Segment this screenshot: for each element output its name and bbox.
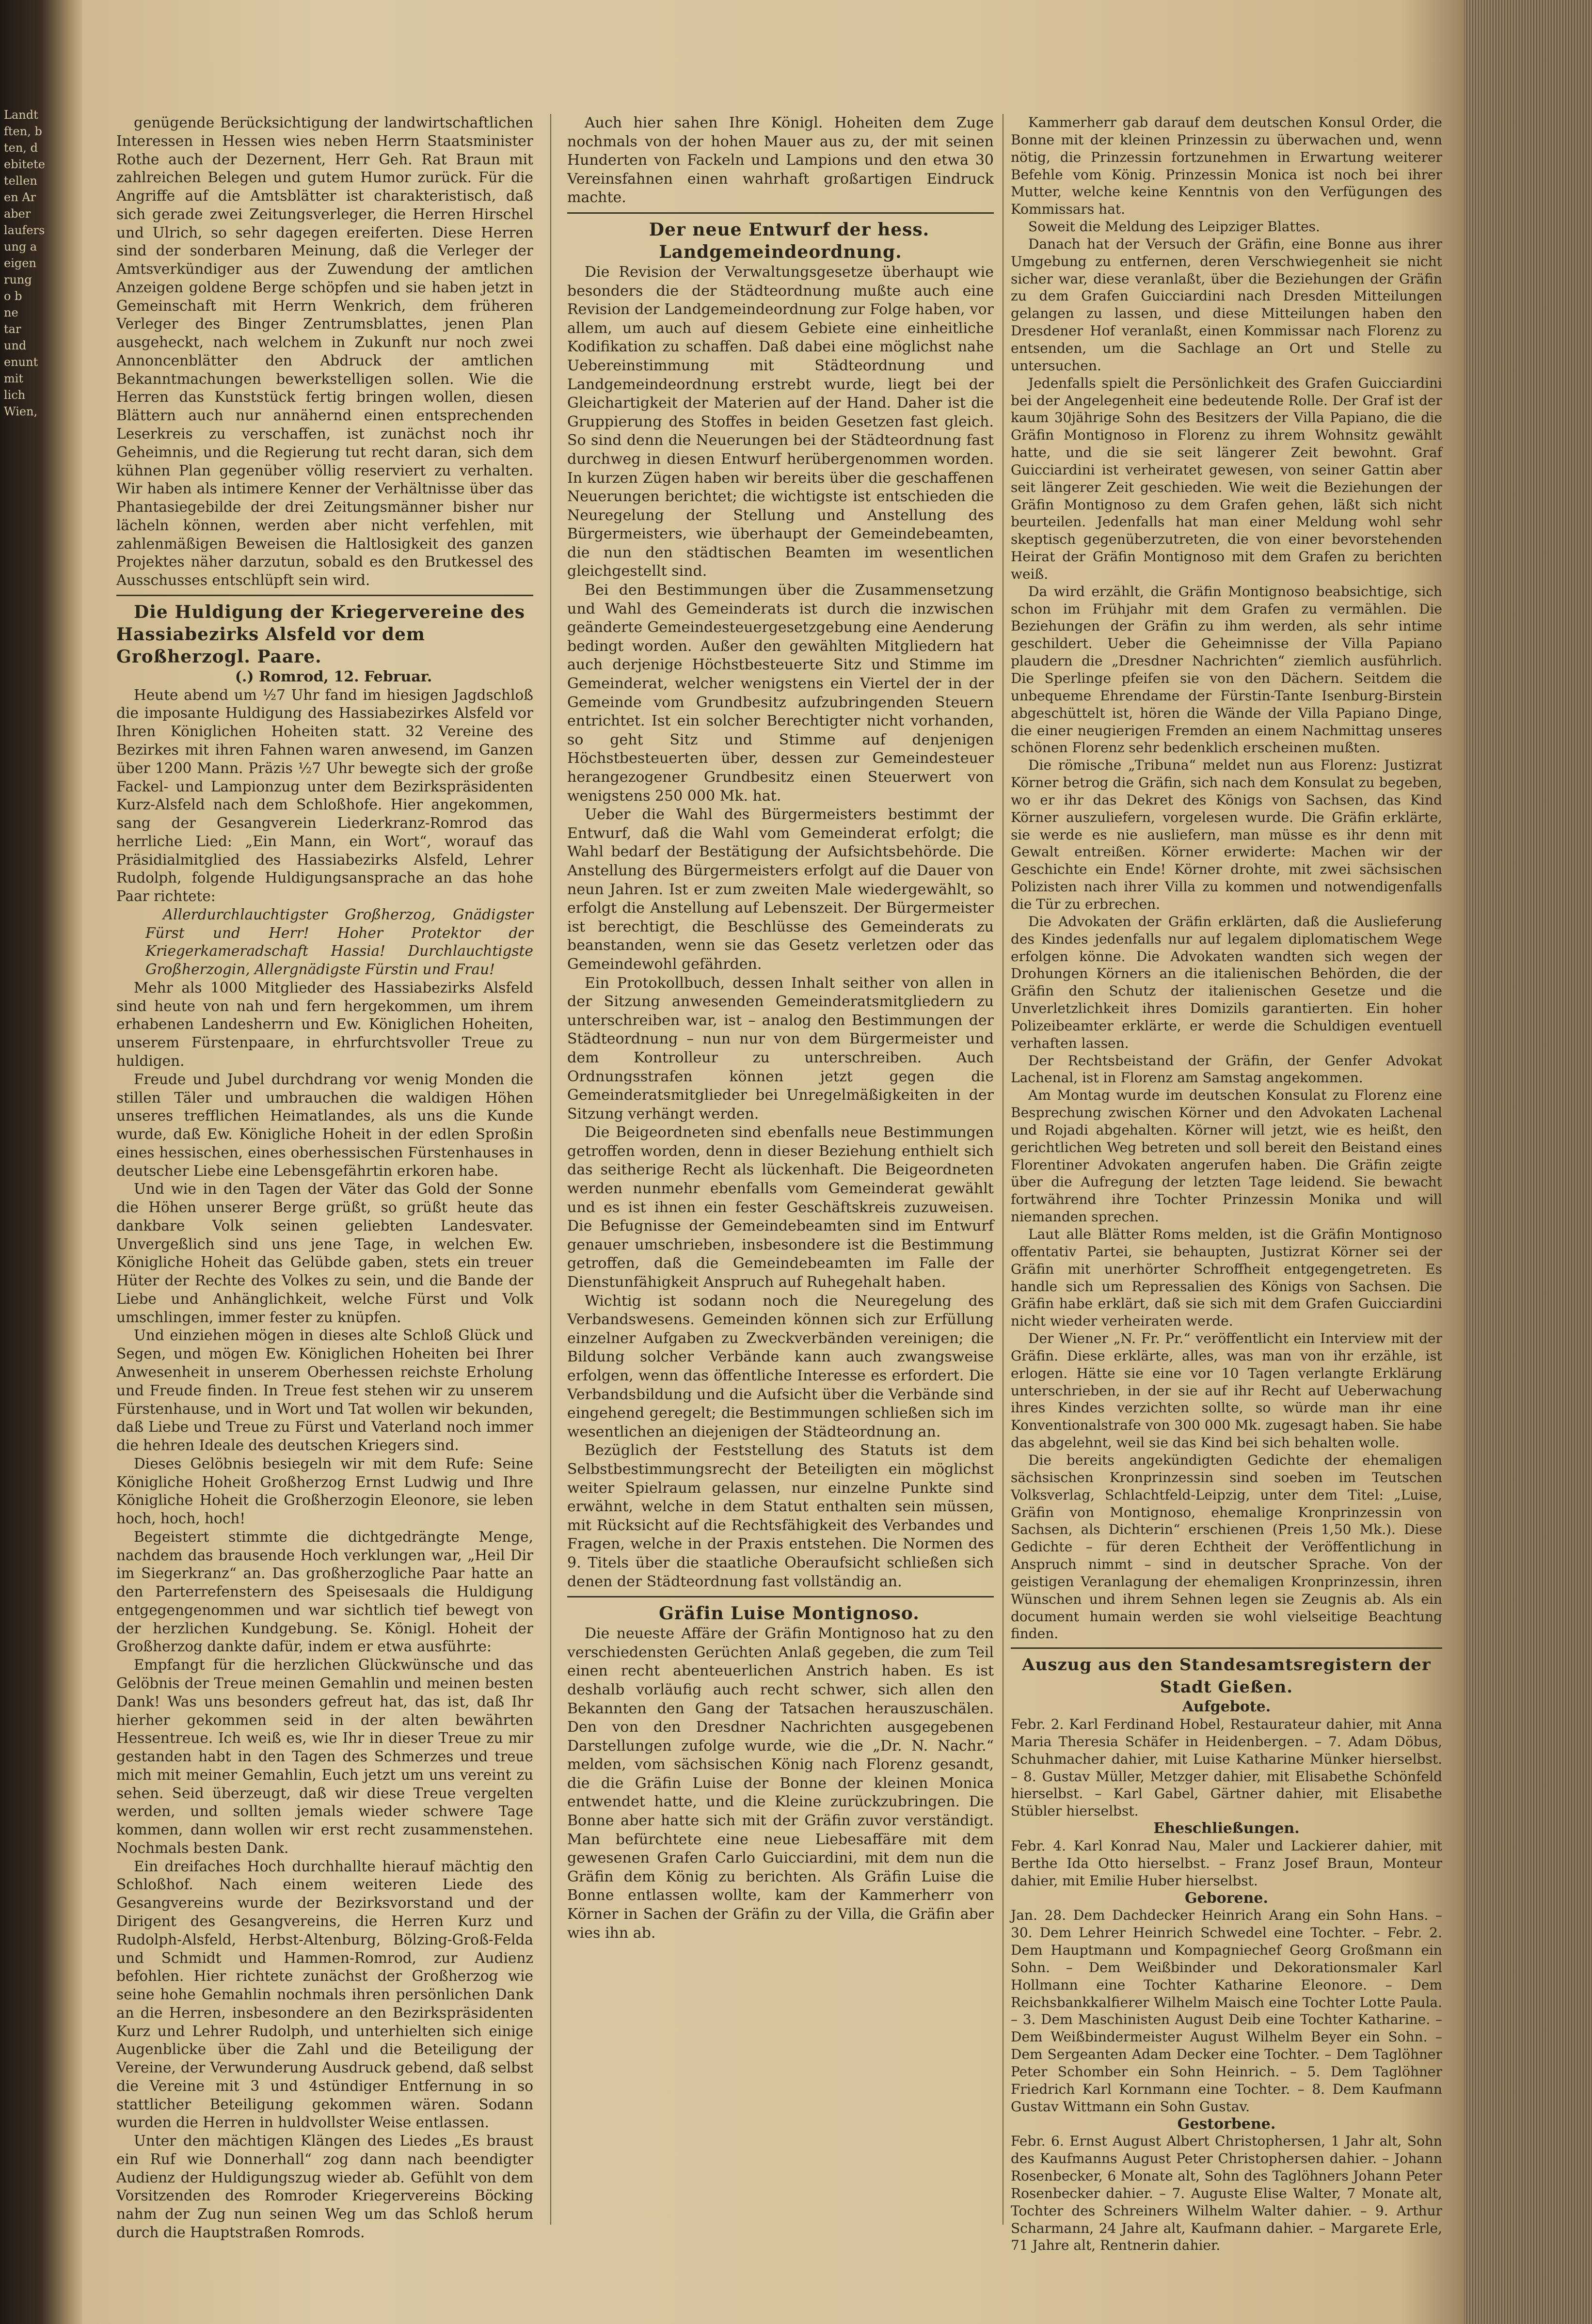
section-heading: Eheschließungen. [1153, 1820, 1300, 1837]
margin-fragment: Landt [4, 108, 38, 122]
margin-fragment: ften, b [4, 125, 42, 138]
article-paragraph: genügende Berücksichtigung der landwirtschaftlichen Interessen in Hessen wies neben Herrn Staatsminister Rothe auch der Dezernent, Herr Geh. Rat Braun mit zahlreichen Belegen und gutem Humor zurück. Für die Angriffe auf die Amtsblätter ist charakteristisch, daß sich gerade zwei Zeitungsverleger, die Herren Hirschel und Ulrich, so sehr dagegen ereiferten. Diese Herren sind der sonderbaren Meinung, daß die Verleger der Amtsverkündiger aus der Zuwendung der amtlichen Anzeigen goldene Berge schöpfen und sie haben jetzt in Gemeinschaft mit Herrn Wenkrich, dem früheren Verleger des Binger Zentrumsblattes, jenen Plan ausgeheckt, nach welchem in Zukunft nur noch zwei Annoncenblätter den Abdruck der amtlichen Bekanntmachungen bewerkstelligen sollen. Wie die Herren das Kunststück fertig bringen wollen, diesen Blättern auch nur annähernd einen entsprechenden Leserkreis zu verschaffen, ist zunächst noch ihr Geheimnis, und die Regierung tut recht daran, sich dem kühnen Plan gegenüber völlig reserviert zu verhalten. Wir haben als intimere Kenner der Verhältnisse über das Phantasiegebilde der drei Zeitungsmänner bisher nur lächeln können, werden aber nicht verfehlen, mit zahlenmäßigen Beweisen die Haltlosigkeit des ganzen Projektes näher darzutun, sobald es den Brutkessel des Ausschusses entschlüpft sein wird. [116, 114, 533, 589]
article-rule [116, 595, 533, 596]
registry-entries: Febr. 6. Ernst August Albert Christophersen, 1 Jahr alt, Sohn des Kaufmanns August Peter Christophersen dahier. – Johann Rosenbecker, 6 Monate alt, Sohn des Taglöhners Johann Peter Rosenbecker dahier. – 7. Auguste Elise Walter, 7 Monate alt, Tochter des Schreiners Wilhelm Walter dahier. – 9. Arthur Scharmann, 24 Jahre alt, Kaufmann dahier. – Margarete Erle, 71 Jahre alt, Rentnerin dahier. [1011, 2133, 1442, 2254]
column-divider [550, 114, 551, 2225]
article-paragraph: Kammerherr gab darauf dem deutschen Konsul Order, die Bonne mit der kleinen Prinzessin zu überwachen und, wenn nötig, die Prinzessin fortzunehmen in Erwartung weiterer Befehle vom König. Prinzessin Monica ist noch bei ihrer Mutter, welche keine Kenntnis von den Verfügungen des Kommissars hat. [1011, 114, 1442, 218]
column-3 [1011, 114, 1442, 2254]
margin-fragment: o b [4, 289, 22, 303]
margin-fragment: aber [4, 207, 31, 221]
margin-fragment: en Ar [4, 190, 36, 204]
margin-fragment: tar [4, 322, 21, 336]
column-2 [567, 114, 994, 1943]
page-edges [1464, 0, 1592, 2324]
article-rule [567, 1596, 994, 1597]
article-paragraph: Laut alle Blätter Roms melden, ist die Gräfin Montignoso offentativ Partei, sie behaupten, Justizrat Körner sei der Gräfin mit unerhörter Schroffheit entgegengetreten. Es handle sich um Repressalien des Königs von Sachsen. Die Gräfin habe erklärt, daß sie sich mit dem Grafen Guicciardini nicht wieder verheiraten werde. [1011, 1226, 1442, 1329]
margin-fragment: rung [4, 273, 32, 286]
article-paragraph: Bezüglich der Feststellung des Statuts ist dem Selbstbestimmungsrecht der Beteiligten ein möglichst weiter Spielraum gelassen, nur einzelne Punkte sind erwähnt, welche in dem Statut enthalten sein müssen, mit Rücksicht auf die Rechtsfähigkeit des Verbandes und Fragen, welche in der Praxis entstehen. Die Normen des 9. Titels über die staatliche Oberaufsicht schließen sich denen der Städteordnung fast vollständig an. [567, 1442, 994, 1590]
margin-fragment: ebitete [4, 158, 45, 171]
article-paragraph: Die neueste Affäre der Gräfin Montignoso hat zu den verschiedensten Gerüchten Anlaß gegeben, die zum Teil einen recht abenteuerlichen Anstrich haben. Es ist deshalb vorläufig auch recht schwer, sich allen den Bekannten den Gang der Tatsachen herauszuschälen. Den von den Dresdner Nachrichten ausgegebenen Darstellungen zufolge wurde, wie die „Dr. N. Nachr.“ melden, vom sächsischen König nach Florenz gesandt, die die Gräfin Luise der Bonne der kleinen Monica entwendet hatte, und die Kleine zurückzubringen. Die Bonne aber hatte sich mit der Gräfin zuvor verständigt. Man befürchtete eine neue Liebesaffäre mit dem gewesenen Grafen Carlo Guicciardini, mit dem nun die Gräfin dem König zu berichten. Als Gräfin Luise die Bonne entlassen wollte, kam der Kammerherr von Körner in Sachen der Gräfin zu der Villa, die Gräfin aber wies ihn ab. [567, 1625, 994, 1942]
article-paragraph: Soweit die Meldung des Leipziger Blattes. [1028, 219, 1320, 235]
article-paragraph: Auch hier sahen Ihre Königl. Hoheiten dem Zuge nochmals von der hohen Mauer aus zu, der mit seinen Hunderten von Fackeln und Lampions und den etwa 30 Vereinsfahnen einen wahrhaft großartigen Eindruck machte. [567, 114, 994, 206]
margin-fragment: lich [4, 388, 26, 402]
margin-fragment: Wien, [4, 405, 38, 418]
article-paragraph: Bei den Bestimmungen über die Zusammensetzung und Wahl des Gemeinderats ist durch die inzwischen geänderte Gemeindesteuergesetzgebung eine Aenderung bedingt worden. Außer den gewählten Mitgliedern hat auch derjenige Höchstbesteuerte Sitz und Stimme im Gemeinderat, welcher wenigstens ein Viertel der in der Gemeinde vom Grundbesitz aufzubringenden Steuern entrichtet. Ist ein solcher Berechtigter nicht vorhanden, so geht Sitz und Stimme auf denjenigen Höchstbesteuerten über, dessen zur Gemeindesteuer herangezogener Grundbesitz einen Steuerwert von wenigstens 250 000 Mk. hat. [567, 582, 994, 805]
article-paragraph: Und wie in den Tagen der Väter das Gold der Sonne die Höhen unserer Berge grüßt, so grüßt heute das dankbare Volk seinen geliebten Landesvater. Unvergeßlich sind uns jene Tage, in welchen Ew. Königliche Hoheit das Gelübde gaben, stets ein treuer Hüter der Rechte des Volkes zu sein, und die Bande der Liebe und Anhänglichkeit, welche Fürst und Volk umschlingen, immer fester zu knüpfen. [116, 1181, 533, 1326]
article-paragraph: Da wird erzählt, die Gräfin Montignoso beabsichtige, sich schon im Frühjahr mit dem Grafen zu vermählen. Die Beziehungen der Gräfin zu ihm werden, als sehr intime geschildert. Ueber die Geheimnisse der Villa Papiano plaudern die „Dresdner Nachrichten“ ziemlich ausführlich. Die Sperlinge pfeifen sie von den Dächern. Seitdem die unbequeme Ehrendame der Fürstin-Tante Isenburg-Birstein abgeschüttelt ist, hören die Wände der Villa Papiano Dinge, die einer neugierigen Fremden an einem Nachmittag unseres schönen Florenz sehr bedenklich erscheinen mußten. [1011, 583, 1442, 756]
article-paragraph: Ein dreifaches Hoch durchhallte hierauf mächtig den Schloßhof. Nach einem weiteren Liede des Gesangvereins wurde der Bezirksvorstand und der Dirigent des Gesangvereins, die Herren Kurz und Rudolph-Alsfeld, Herbst-Altenburg, Bölzing-Groß-Felda und Schmidt und Hammen-Romrod, zur Audienz befohlen. Hier richtete zunächst der Großherzog wie seine hohe Gemahlin nochmals ihren persönlichen Dank an die Herren, insbesondere an den Bezirkspräsidenten Kurz und Lehrer Rudolph, und unterhielten sich einige Augenblicke über die Zahl und die Beteiligung der Vereine, der Verwunderung Ausdruck gebend, daß selbst die Vereine mit 3 und 4stündiger Entfernung in so stattlicher Beteiligung gekommen wären. Sodann wurden die Herren in huldvollster Weise entlassen. [116, 1858, 533, 2131]
address-verse: Allerdurchlauchtigster Großherzog, Gnädigster Fürst und Herr! Hoher Protektor der Kriegerkameradschaft Hassia! Durchlauchtigste Großherzogin, Allergnädigste Fürstin und Frau! [145, 906, 533, 978]
article-paragraph: Begeistert stimmte die dichtgedrängte Menge, nachdem das brausende Hoch verklungen war, „Heil Dir im Siegerkranz“ an. Das großherzogliche Paar hatte an den Parterrefenstern des Speisesaals die Huldigung entgegengenommen und war sichtlich tief bewegt von der herzlichen Kundgebung. Se. Königl. Hoheit der Großherzog dankte dafür, indem er etwa ausführte: [116, 1528, 533, 1655]
article-paragraph: Ein Protokollbuch, dessen Inhalt seither von allen in der Sitzung anwesenden Gemeinderatsmitgliedern zu unterschreiben war, ist – analog den Bestimmungen der Städteordnung – nun nur von dem Bürgermeister und dem Kontrolleur zu unterschreiben. Auch Ordnungsstrafen können jetzt gegen die Gemeinderatsmitglieder bei Unregelmäßigkeiten in der Sitzung verhängt werden. [567, 974, 994, 1122]
article-paragraph: Die Beigeordneten sind ebenfalls neue Bestimmungen getroffen worden, denn in dieser Beziehung enthielt sich das seitherige Recht als lückenhaft. Die Beigeordneten werden nunmehr ebenfalls vom Gemeinderat gewählt und es ist ihnen ein fester Geschäftskreis zuzuweisen. Die Befugnisse der Gemeindebeamten sind im Entwurf genauer umschrieben, insbesondere ist die Bestimmung getroffen, daß die Gemeindebeamten im Falle der Dienstunfähigkeit Anspruch auf Ruhegehalt haben. [567, 1124, 994, 1291]
margin-fragment: und [4, 339, 27, 352]
registry-entries: Febr. 2. Karl Ferdinand Hobel, Restaurateur dahier, mit Anna Maria Theresia Schäfer in Heidenbergen. – 7. Adam Döbus, Schuhmacher dahier, mit Luise Katharine Münker hierselbst. – 8. Gustav Müller, Metzger dahier, mit Elisabethe Schönfeld hierselbst. – Karl Gabel, Gärtner dahier, mit Elisabethe Stübler hierselbst. [1011, 1716, 1442, 1819]
civil-registry-section [1011, 1647, 1442, 2254]
article-paragraph: Ueber die Wahl des Bürgermeisters bestimmt der Entwurf, daß die Wahl vom Gemeinderat erfolgt; die Wahl bedarf der Bestätigung der Aufsichtsbehörde. Die Anstellung des Bürgermeisters erfolgt auf die Dauer von neun Jahren. Ist er zum zweiten Male wiedergewählt, so erfolgt die Anstellung auf Lebenszeit. Der Bürgermeister ist berechtigt, die Beschlüsse des Gemeinderats zu beanstanden, wenn sie das Gesetz verletzen oder das Gemeindewohl gefährden. [567, 806, 994, 973]
article-headline: Der neue Entwurf der hess. Landgemeindeordnung. [649, 219, 930, 262]
article-paragraph: Am Montag wurde im deutschen Konsulat zu Florenz eine Besprechung zwischen Körner und den Advokaten Lachenal und Rojadi abgehalten. Körner will jetzt, wie es heißt, den gerichtlichen Weg betreten und soll bereit den Beistand eines Florentiner Advokaten angerufen haben. Die Gräfin zeigte über die Aufregung der letzten Tage leidend. Sie bewacht fortwährend ihre Tochter Prinzessin Monika und will niemanden sprechen. [1011, 1087, 1442, 1225]
article-paragraph: Heute abend um ½7 Uhr fand im hiesigen Jagdschloß die imposante Huldigung des Hassiabezirkes Alsfeld vor Ihren Königlichen Hoheiten statt. 32 Vereine des Bezirkes mit ihren Fahnen waren anwesend, im Ganzen über 1200 Mann. Präzis ½7 Uhr bewegte sich der große Fackel- und Lampionzug unter dem Bezirkspräsidenten Kurz-Alsfeld nach dem Schloßhofe. Hier angekommen, sang der Gesangverein Liederkranz-Romrod das herrliche Lied: „Ein Mann, ein Wort“, worauf das Präsidialmitglied des Hassiabezirks Alsfeld, Lehrer Rudolph, folgende Huldigungsansprache an das hohe Paar richtete: [116, 686, 533, 905]
article-paragraph: Die römische „Tribuna“ meldet nun aus Florenz: Justizrat Körner betrog die Gräfin, sich nach dem Konsulat zu begeben, wo er ihr das Dekret des Königs von Sachsen, das Kind Körner auszuliefern, vorgelesen wurde. Die Gräfin erklärte, sie werde es nie ausliefern, man müsse es ihr denn mit Gewalt entreißen. Körner erwiderte: Machen wir der Geschichte ein Ende! Körner drohte, mit zwei sächsischen Polizisten nach ihrer Villa zu kommen und notwendigenfalls die Tür zu erbrechen. [1011, 757, 1442, 912]
article-paragraph: Unter den mächtigen Klängen des Liedes „Es braust ein Ruf wie Donnerhall“ zog dann nach beendigter Audienz der Huldigungszug wieder ab. Gefühlt von dem Vorsitzenden des Romroder Kriegervereins Böcking nahm der Zug nun seinen Weg um das Schloß herum durch die Hauptstraßen Romrods. [116, 2133, 533, 2241]
margin-fragment: ne [4, 306, 18, 319]
article-paragraph: Freude und Jubel durchdrang vor wenig Monden die stillen Täler und umbrauchen die waldigen Höhen unseres trefflichen Heimatlandes, als uns die Kunde wurde, daß Ew. Königliche Hoheit in der edlen Sproßin eines hessischen, eines oberhessischen Fürstenhauses in deutscher Liebe eine Lebensgefährtin erkoren habe. [116, 1071, 533, 1179]
article-rule [567, 212, 994, 214]
margin-fragment: eigen [4, 256, 36, 270]
article-paragraph: Der Wiener „N. Fr. Pr.“ veröffentlicht ein Interview mit der Gräfin. Diese erklärte, alles, was man von ihr erzähle, ist erlogen. Hätte sie eine vor 10 Tagen verlangte Erklärung unterschrieben, in der sie auf ihr Recht auf Ueberwachung ihres Kindes verzichten sollte, so würde man ihr eine Konventionalstrafe von 300 000 Mk. zugesagt haben. Sie habe das abgelehnt, weil sie das Kind bei sich behalten wolle. [1011, 1330, 1442, 1451]
article-paragraph: Jedenfalls spielt die Persönlichkeit des Grafen Guicciardini bei der Angelegenheit eine bedeutende Rolle. Der Graf ist der kaum 30jährige Sohn des Besitzers der Villa Papiano, die die Gräfin Montignoso in Florenz zu ihrem Wohnsitz gewählt hatte, und die sie seit längerer Zeit bewohnt. Graf Guicciardini ist verheiratet gewesen, von seiner Gattin aber seit längerer Zeit geschieden. Wie weit die Beziehungen der Gräfin Montignoso zu dem Grafen gehen, läßt sich nicht beurteilen. Jedenfalls hat man einer Meldung wohl sehr skeptisch gegenüberzutreten, die von einer bevorstehenden Heirat der Gräfin Montignoso mit dem Grafen zu berichten weiß. [1011, 375, 1442, 582]
article-paragraph: Dieses Gelöbnis besiegeln wir mit dem Rufe: Seine Königliche Hoheit Großherzog Ernst Ludwig und Ihre Königliche Hoheit die Großherzogin Eleonore, sie leben hoch, hoch, hoch! [116, 1455, 533, 1527]
article-rule [1011, 1647, 1442, 1649]
article-paragraph: Und einziehen mögen in dieses alte Schloß Glück und Segen, und mögen Ew. Königlichen Hoheiten bei Ihrer Anwesenheit in unserem Oberhessen reichste Erholung und Freude finden. In Treue fest stehen wir zu unserem Fürstenhause, und in Wort und Tat wollen wir bekunden, daß Liebe und Treue zu Fürst und Vaterland noch immer die hehren Ideale des deutschen Kriegers sind. [116, 1327, 533, 1454]
registry-entries: Jan. 28. Dem Dachdecker Heinrich Arang ein Sohn Hans. – 30. Dem Lehrer Heinrich Schwedel eine Tochter. – Febr. 2. Dem Hauptmann und Kompagniechef Georg Großmann ein Sohn. – Dem Weißbinder und Dekorationsmaler Karl Hollmann eine Tochter Katharine Eleonore. – Dem Reichsbankkalfierer Wilhelm Maisch eine Tochter Lotte Paula. – 3. Dem Maschinisten August Deib eine Tochter Katharine. – Dem Weißbindermeister August Wilhelm Beyer ein Sohn. – Dem Sergeanten Adam Decker eine Tochter. – Dem Taglöhner Peter Schomber ein Sohn Heinrich. – 5. Dem Taglöhner Friedrich Karl Kornmann eine Tochter. – 8. Dem Kaufmann Gustav Wittmann ein Sohn Gustav. [1011, 1907, 1442, 2115]
margin-fragment: tellen [4, 174, 37, 188]
margin-fragment: mit [4, 372, 24, 385]
margin-fragment: ung a [4, 240, 37, 253]
article-paragraph: Die bereits angekündigten Gedichte der ehemaligen sächsischen Kronprinzessin sind soeben im Teutschen Volksverlag, Schlachtfeld-Leipzig, unter dem Titel: „Luise, Gräfin von Montignoso, ehemalige Kronprinzessin von Sachsen, als Dichterin“ erschienen (Preis 1,50 Mk.). Diese Gedichte – für deren Echtheit der Veröffentlichung in Anspruch nimmt – sind in deutscher Sprache. Von der geistigen Veranlagung der ehemaligen Kronprinzessin, ihren Wünschen und ihrem Sehnen legen sie Zeugnis ab. Als ein document humain werden sie wohl vielseitige Beachtung finden. [1011, 1452, 1442, 1642]
dateline: (.) Romrod, 12. Februar. [235, 668, 432, 685]
left-margin-fragments [4, 107, 77, 420]
article-paragraph: Danach hat der Versuch der Gräfin, eine Bonne aus ihrer Umgebung zu entfernen, deren Verschwiegenheit sie nicht sicher war, diese veranlaßt, über die Beziehungen der Gräfin zu dem Grafen Guicciardini nach Dresden Mitteilungen gelangen zu lassen, und diese Mitteilungen haben den Dresdener Hof veranlaßt, einen Kommissar nach Florenz zu entsenden, um die Sachlage an Ort und Stelle zu untersuchen. [1011, 236, 1442, 374]
margin-fragment: enunt [4, 355, 38, 369]
article-paragraph: Wichtig ist sodann noch die Neuregelung des Verbandswesens. Gemeinden können sich zur Erfüllung einzelner Aufgaben zu Zweckverbänden vereinigen; die Bildung solcher Verbände kann auch zwangsweise erfolgen, wenn das öffentliche Interesse es erfordert. Die Verbandsbildung und die Aufsicht über die Verbände sind eingehend geregelt; die Bestimmungen schließen sich im wesentlichen an diejenigen der Städteordnung an. [567, 1292, 994, 1440]
article-paragraph: Die Advokaten der Gräfin erklärten, daß die Auslieferung des Kindes jedenfalls nur auf legalem diplomatischem Wege erfolgen könne. Die Advokaten wandten sich wegen der Drohungen Körners an die italienischen Behörden, die der Gräfin den Schutz der italienischen Gesetze und die Unverletzlichkeit ihres Domizils garantierten. Ein hoher Polizeibeamter erklärte, er werde die Schuldigen eventuell verhaften lassen. [1011, 913, 1442, 1051]
article-headline: Die Huldigung der Kriegervereine des Hassiabezirks Alsfeld vor dem Großherzogl. Paare. [116, 601, 525, 667]
article-paragraph: Die Revision der Verwaltungsgesetze überhaupt wie besonders die der Städteordnung mußte auch eine Revision der Landgemeindeordnung zur Folge haben, vor allem, um auch auf diesem Gebiete eine einheitliche Kodifikation zu schaffen. Daß dabei eine möglichst nahe Uebereinstimmung mit Städteordnung und Landgemeindeordnung erstrebt wurde, liegt bei der Gleichartigkeit der Materien auf der Hand. Daher ist die Gruppierung des Stoffes in beiden Gesetzen fast gleich. So sind denn die Neuerungen bei der Städteordnung fast durchweg in diesen Entwurf herübergenommen worden. In kurzen Zügen haben wir bereits über die geschaffenen Neuerungen berichtet; die wichtigste ist entschieden die Neuregelung der Stellung und Anstellung des Bürgermeisters, wie überhaupt der Gemeindebeamten, die nun den städtischen Beamten im wesentlichen gleichgestellt sind. [567, 263, 994, 580]
column-1 [116, 114, 533, 2242]
section-heading: Aufgebote. [1182, 1698, 1271, 1716]
margin-fragment: laufers [4, 223, 45, 237]
registry-entries: Febr. 4. Karl Konrad Nau, Maler und Lackierer dahier, mit Berthe Ida Otto hierselbst. – Franz Josef Braun, Monteur dahier, mit Emilie Huber hierselbst. [1011, 1838, 1442, 1889]
article-headline: Auszug aus den Standesamtsregistern der Stadt Gießen. [1022, 1655, 1431, 1697]
section-heading: Geborene. [1185, 1889, 1268, 1907]
margin-fragment: ten, d [4, 141, 38, 155]
article-paragraph: Der Rechtsbeistand der Gräfin, der Genfer Advokat Lachenal, ist in Florenz am Samstag angekommen. [1011, 1052, 1442, 1086]
section-heading: Gestorbene. [1177, 2115, 1276, 2133]
article-paragraph: Empfangt für die herzlichen Glückwünsche und das Gelöbnis der Treue meinen Gemahlin und meinen besten Dank! Was uns besonders gefreut hat, das ist, daß Ihr hierher gekommen seid in der alten bewährten Hessentreue. Ich weiß es, wie Ihr in dieser Treue zu mir gestanden habt in den Tagen des Schmerzes und treue mich mit meiner Gemahlin, Euch jetzt um uns vereint zu sehen. Seid überzeugt, daß wir diese Treue vergelten werden, und sollten jemals wieder schwere Tage kommen, dann wollen wir erst recht zusammenstehen. Nochmals besten Dank. [116, 1657, 533, 1856]
article-headline: Gräfin Luise Montignoso. [659, 1603, 920, 1624]
article-paragraph: Mehr als 1000 Mitglieder des Hassiabezirks Alsfeld sind heute von nah und fern hergekommen, um ihrem erhabenen Landesherrn und Ew. Königlichen Hoheiten, unserem Fürstenpaare, in ehrfurchtsvoller Treue zu huldigen. [116, 979, 533, 1069]
